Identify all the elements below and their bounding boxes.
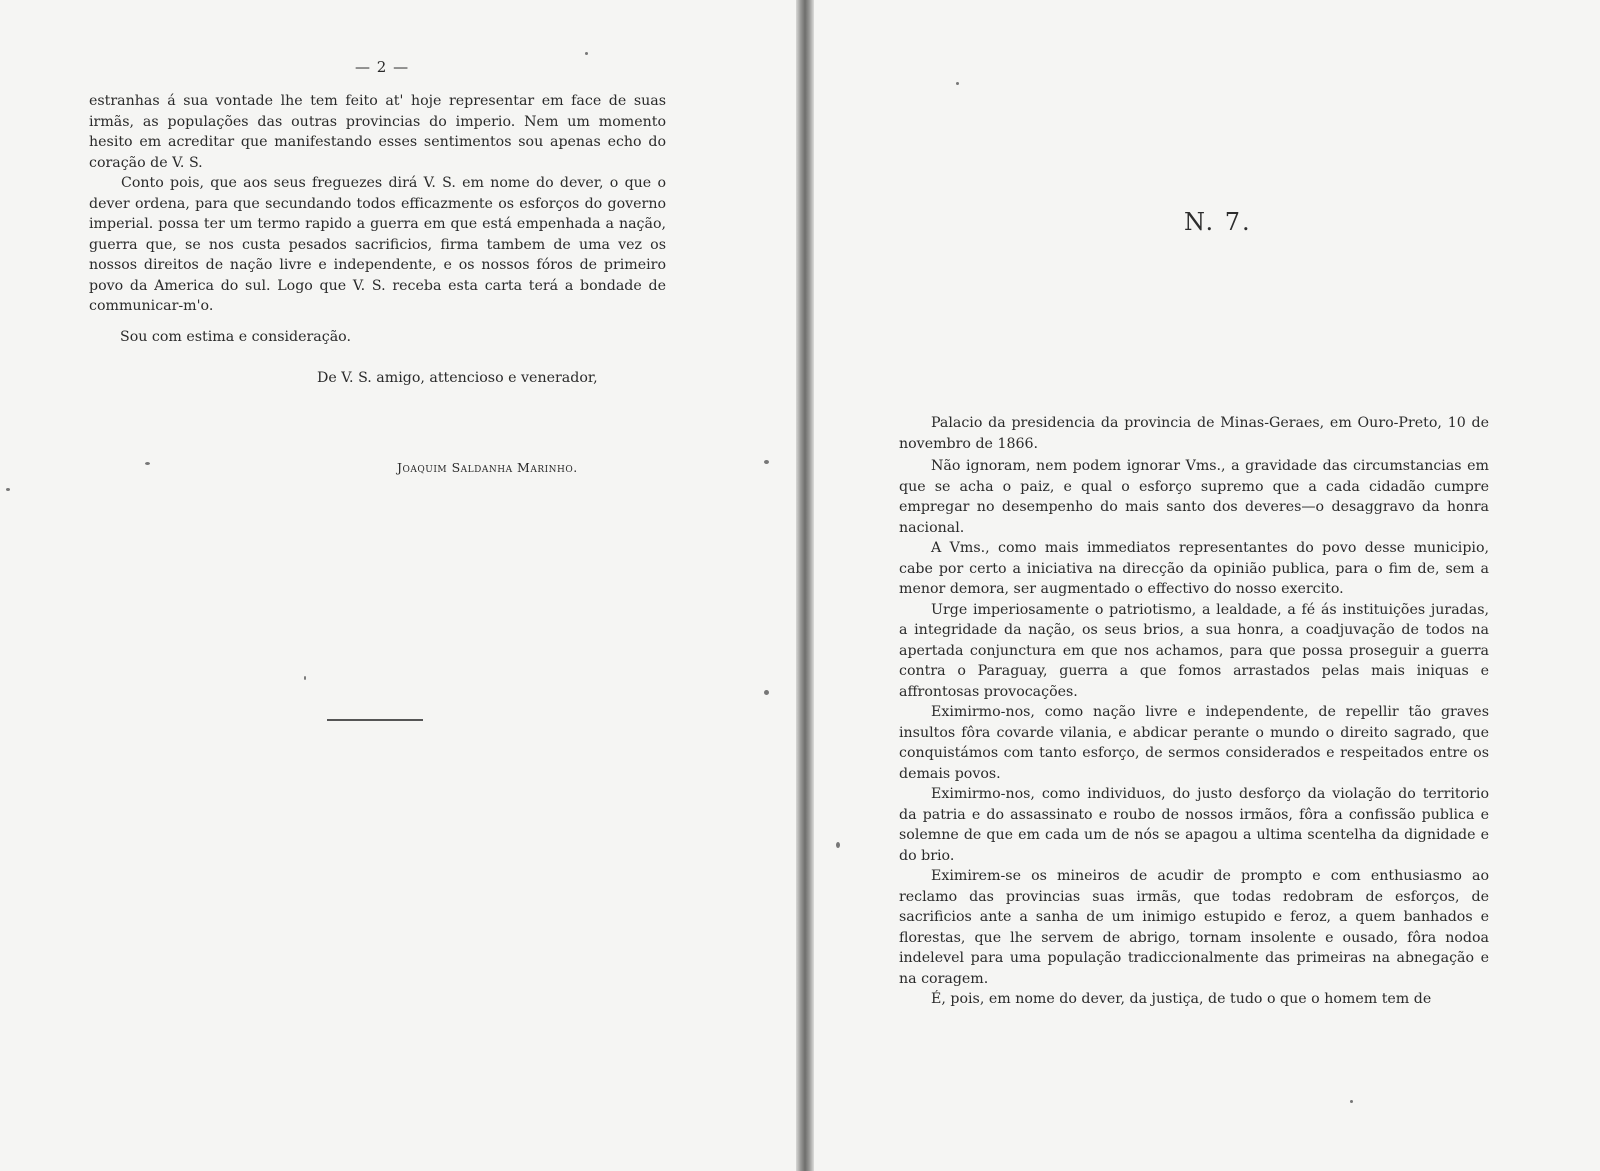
print-speck <box>145 462 150 465</box>
paragraph: Eximirmo-nos, como individuos, do justo desforço da violação do territorio da patria e do assassinato e roubo de nossos irmãos, fôra a confissão publica e solemne de que em cada um de nós se apagou a ultima scentelha da dignidade e do brio. <box>899 786 1489 864</box>
print-speck <box>585 52 588 55</box>
print-speck <box>764 460 769 464</box>
right-page <box>814 0 1600 1171</box>
bleed-through-left <box>100 400 700 1000</box>
page-number: — 2 — <box>355 58 410 76</box>
print-speck <box>764 690 769 695</box>
paragraph: Eximirmo-nos, como nação livre e independente, de repellir tão graves insultos fôra covarde vilania, e abdicar perante o mundo o direito sagrado, que conquistámos com tanto esforço, de sermos considerados e respeitados entre os demais povos. <box>899 704 1489 782</box>
paragraph: Não ignoram, nem podem ignorar Vms., a gravidade das circumstancias em que se acha o paiz, e qual o esforço supremo que a cada cidadão cumpre empregar no desempenho do mais santo dos deveres—o desaggravo da honra nacional. <box>899 458 1489 536</box>
print-speck <box>836 842 840 848</box>
paragraph: Urge imperiosamente o patriotismo, a lealdade, a fé ás instituições juradas, a integridade da nação, os seus brios, a sua honra, a coadjuvação de todos na apertada conjunctura em que nos achamos, para que possa proseguir a guerra contra o Paraguay, guerra a que fomos arrastados pelas mais iniquas e affrontosas provocações. <box>899 601 1489 700</box>
closing-salutation: Sou com estima e consideração. <box>120 329 351 345</box>
section-divider <box>327 719 423 721</box>
paragraph: Eximirem-se os mineiros de acudir de prompto e com enthusiasmo ao reclamo das provincias suas irmãs, que todas redobram de esforços, de sacrificios ante a sanha de um inimigo estupido e feroz, a quem banhados e florestas, que lhe servem de abrigo, tornam insolente e ousado, fôra nodoa indelevel para uma população tradiccionalmente das primeiras na abnegação e na coragem. <box>899 868 1489 987</box>
book-gutter <box>796 0 814 1171</box>
print-speck <box>304 676 306 680</box>
paragraph: A Vms., como mais immediatos representantes do povo desse municipio, cabe por certo a iniciativa na direcção da opinião publica, para o fim de, sem a menor demora, ser augmentado o effectivo do nosso exercito. <box>899 540 1489 597</box>
paragraph: Conto pois, que aos seus freguezes dirá V. S. em nome do dever, o que o dever ordena, para que secundando todos efficazmente os esforços do governo imperial. possa ter um termo rapido a guerra em que está empenhada a nação, guerra que, se nos custa pesados sacrificios, firma tambem de uma vez os nossos direitos de nação livre e independente, e os nossos fóros de primeiro povo da America do sul. Logo que V. S. receba esta carta terá a bondade de communicar-m'o. <box>89 175 666 314</box>
print-speck <box>6 488 10 491</box>
closing-valediction: De V. S. amigo, attencioso e venerador, <box>317 370 598 386</box>
left-page <box>0 0 796 1171</box>
paragraph: estranhas á sua vontade lhe tem feito at' hoje representar em face de suas irmãs, as populações das outras provincias do imperio. Nem um momento hesito em acreditar que manifestando esses sentimentos sou apenas echo do coração de V. S. <box>89 93 666 171</box>
signature: Joaquim Saldanha Marinho. <box>397 460 578 475</box>
paragraph: É, pois, em nome do dever, da justiça, de tudo o que o homem tem de <box>931 991 1432 1007</box>
right-page-body <box>899 413 1489 1010</box>
document-number: N. 7. <box>1184 208 1252 236</box>
print-speck <box>1350 1100 1353 1103</box>
place-date-line: Palacio da presidencia da provincia de Minas-Geraes, em Ouro-Preto, 10 de novembro de 1866. <box>899 415 1489 452</box>
left-page-body <box>89 91 666 317</box>
print-speck <box>956 82 959 85</box>
